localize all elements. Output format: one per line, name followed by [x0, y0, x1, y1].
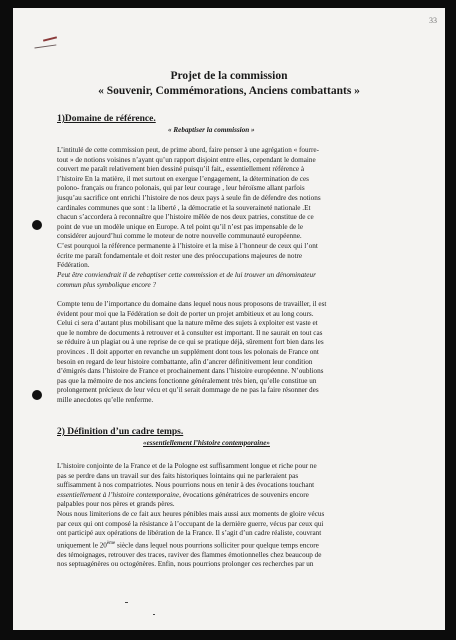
text-line: l’histoire En la matière, il met surtout en exergue l’engagement, la détermination de ces: [57, 174, 309, 183]
text-line: cardinales communes que sont : la liberté , la démocratie et la souveraineté nationale .Et: [57, 203, 311, 212]
paragraph: [57, 462, 405, 510]
text-line: d’émigrés dans l’histoire de France et prochainement dans l’histoire européenne. N’oublions: [57, 367, 324, 376]
text-line: ont participé aux opérations de libération de la France. Il s’agit d’un cadre réaliste, couvrant: [57, 529, 322, 538]
paragraph-italic: [57, 271, 405, 290]
text-line: C’est pourquoi la référence permanente à l’histoire et la mise à l’honneur de ceux qui l’ont: [57, 241, 318, 250]
scan-speck: [125, 602, 128, 603]
document-title-line1: Projet de la commission: [170, 70, 288, 82]
document-page: [13, 8, 445, 630]
punch-hole: [32, 220, 42, 230]
text-line: suffisamment à nos compatriotes. Nous pourrions nous en tenir à des évocations touchant: [57, 481, 315, 490]
text-line: [57, 539, 405, 551]
section-subheading-text: «essentiellement l’histoire contemporaine»: [143, 439, 270, 447]
paragraph: [57, 300, 405, 406]
text-line: jusqu’au sacrifice ont enrichi l’histoire de nos deux pays à seule fin de défendre des notions: [57, 193, 321, 202]
text-line: Nous nous limiterions de ce fait aux heures pénibles mais aussi aux moments de gloire vécus: [57, 510, 325, 518]
text-line: L’histoire conjointe de la France et de la Pologne est suffisamment longue et riche pour ne: [57, 462, 317, 470]
text-line: par ceux qui ont composé la résistance à l’occupant de la dernière guerre, vécus par ceux qui: [57, 519, 324, 528]
text-line: chacun s’accordera à reconnaître que l’histoire mêlée de nos deux patries, constitue de ce: [57, 213, 314, 222]
text-line: que le nombre de documents à retrouver et à consulter est important. Il ne saurait en tout cas: [57, 328, 323, 337]
text-line: L’intitulé de cette commission peut, de prime abord, faire penser à une agrégation « fourre-: [57, 146, 319, 154]
superscript: ème: [106, 540, 116, 546]
punch-hole: [32, 390, 42, 400]
text-line: polono- français ou franco polonais, qui par leur courage , leur héroïsme allant parfois: [57, 184, 305, 193]
text-line: évident pour moi que la Fédération se doit de porter un projet ambitieux et au long cours.: [57, 309, 314, 318]
text-line: palpables pour nos pères et grands pères.: [57, 500, 175, 509]
text-line: nos septuagénères ou octogénères. Enfin, nous pourrions prolonger ces recherches par un: [57, 560, 314, 569]
text-line: couvert me paraît relativement bien dessiné puisqu’il fait,, essentiellement référence à: [57, 165, 305, 174]
italic-phrase: essentiellement à l’histoire contemporaine: [57, 490, 180, 499]
text-line: pas se perdre dans un travail sur des faits historiques lointains qui ne parleraient pas: [57, 471, 299, 480]
text-fragment: uniquement le 20: [57, 541, 107, 550]
section-heading: 1)Domaine de référence.: [57, 114, 156, 124]
text-line: besoin en regard de leur histoire combattante, afin d’ancrer définitivement leur condition: [57, 357, 313, 366]
paragraph: [57, 510, 405, 570]
document-title-line2: « Souvenir, Commémorations, Anciens combattants »: [98, 85, 360, 97]
text-line: mille anecdotes qu’elle renferme.: [57, 395, 154, 404]
text-fragment: , évocations génératrices de souvenirs encore: [179, 490, 309, 499]
text-line: [57, 491, 405, 501]
text-line: Peut être conviendrait il de rebaptiser cette commission et de lui trouver un dénominateur: [57, 271, 316, 279]
text-line: tout » de notions voisines n’ayant qu’un rapport disjoint entre elles, cependant le domaine: [57, 155, 316, 164]
text-line: écrite me paraît fondamentale et doit rester une des préoccupations majeures de notre: [57, 251, 303, 260]
text-line: Celui ci sera d’autant plus mobilisant que la nature même des sujets à exploiter est vaste et: [57, 319, 318, 328]
text-line: Fédération.: [57, 261, 90, 270]
text-line: considérer aujourd’hui comme le moteur de notre nouvelle communauté européenne.: [57, 232, 302, 241]
scan-speck: [153, 614, 155, 615]
page-number: 33: [429, 16, 437, 25]
text-line: des témoignages, retrouver des traces, raviver des flammes émotionnelles chez beaucoup de: [57, 550, 322, 559]
paragraph: [57, 146, 405, 271]
text-line: pas que la mémoire de nos anciens fonctionne généralement très bien, qu’elle constitue un: [57, 376, 317, 385]
text-line: point de vue un modèle unique en Europe. A tel point qu’il n’est pas impensable de le: [57, 222, 304, 231]
text-line: se réduire à un plagiat ou à une reprise de ce qui se pratique déjà, sûrement fort bien dans les: [57, 338, 324, 347]
section-heading: 2) Définition d’un cadre temps.: [57, 427, 184, 437]
text-fragment: siècle dans lequel nous pourrions solliciter pour quelque temps encore: [115, 541, 319, 550]
text-line: prolongement précieux de leur vécu et qu’il serait dommage de ne pas la faire résonner des: [57, 386, 319, 395]
text-line: provinces . Il doit apporter en revanche un supplément dont tous les polonais de France ont: [57, 347, 319, 356]
text-line: commun plus symbolique encore ?: [57, 280, 157, 289]
text-line: Compte tenu de l’importance du domaine dans lequel nous nous proposons de travailler, il est: [57, 300, 327, 308]
section-subheading: [143, 439, 270, 447]
section-subheading: « Rebaptiser la commission »: [168, 126, 255, 134]
